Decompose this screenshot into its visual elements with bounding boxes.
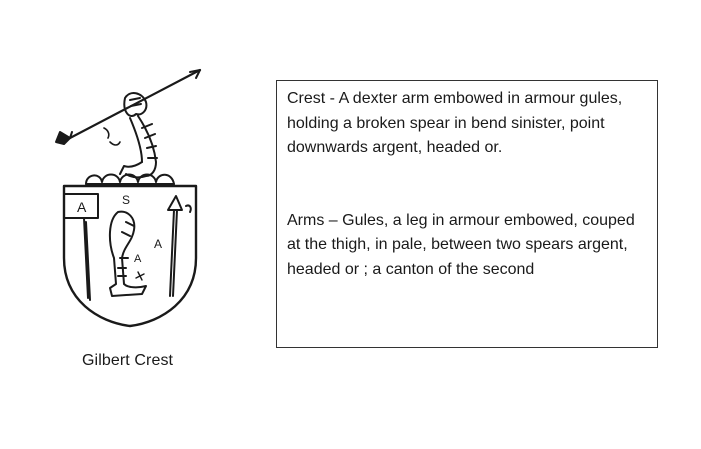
heraldic-shield-icon <box>50 62 210 330</box>
crest-drawing <box>50 62 210 330</box>
blazon-text-box <box>276 80 658 348</box>
shield-letter-s: S <box>122 193 131 207</box>
crest-blazon: Crest - A dexter arm embowed in armour gules, holding a broken spear in bend sinister, point downwards argent, headed or. <box>287 90 623 156</box>
figure-caption: Gilbert Crest <box>82 352 174 369</box>
shield-letter-a-right: A <box>154 237 163 251</box>
arms-blazon: Arms – Gules, a leg in armour embowed, couped at the thigh, in pale, between two spears argent, headed or ; a canton of the second <box>287 211 635 278</box>
canton-letter: A <box>77 199 87 215</box>
shield-letter-a-lower: A <box>134 253 142 265</box>
